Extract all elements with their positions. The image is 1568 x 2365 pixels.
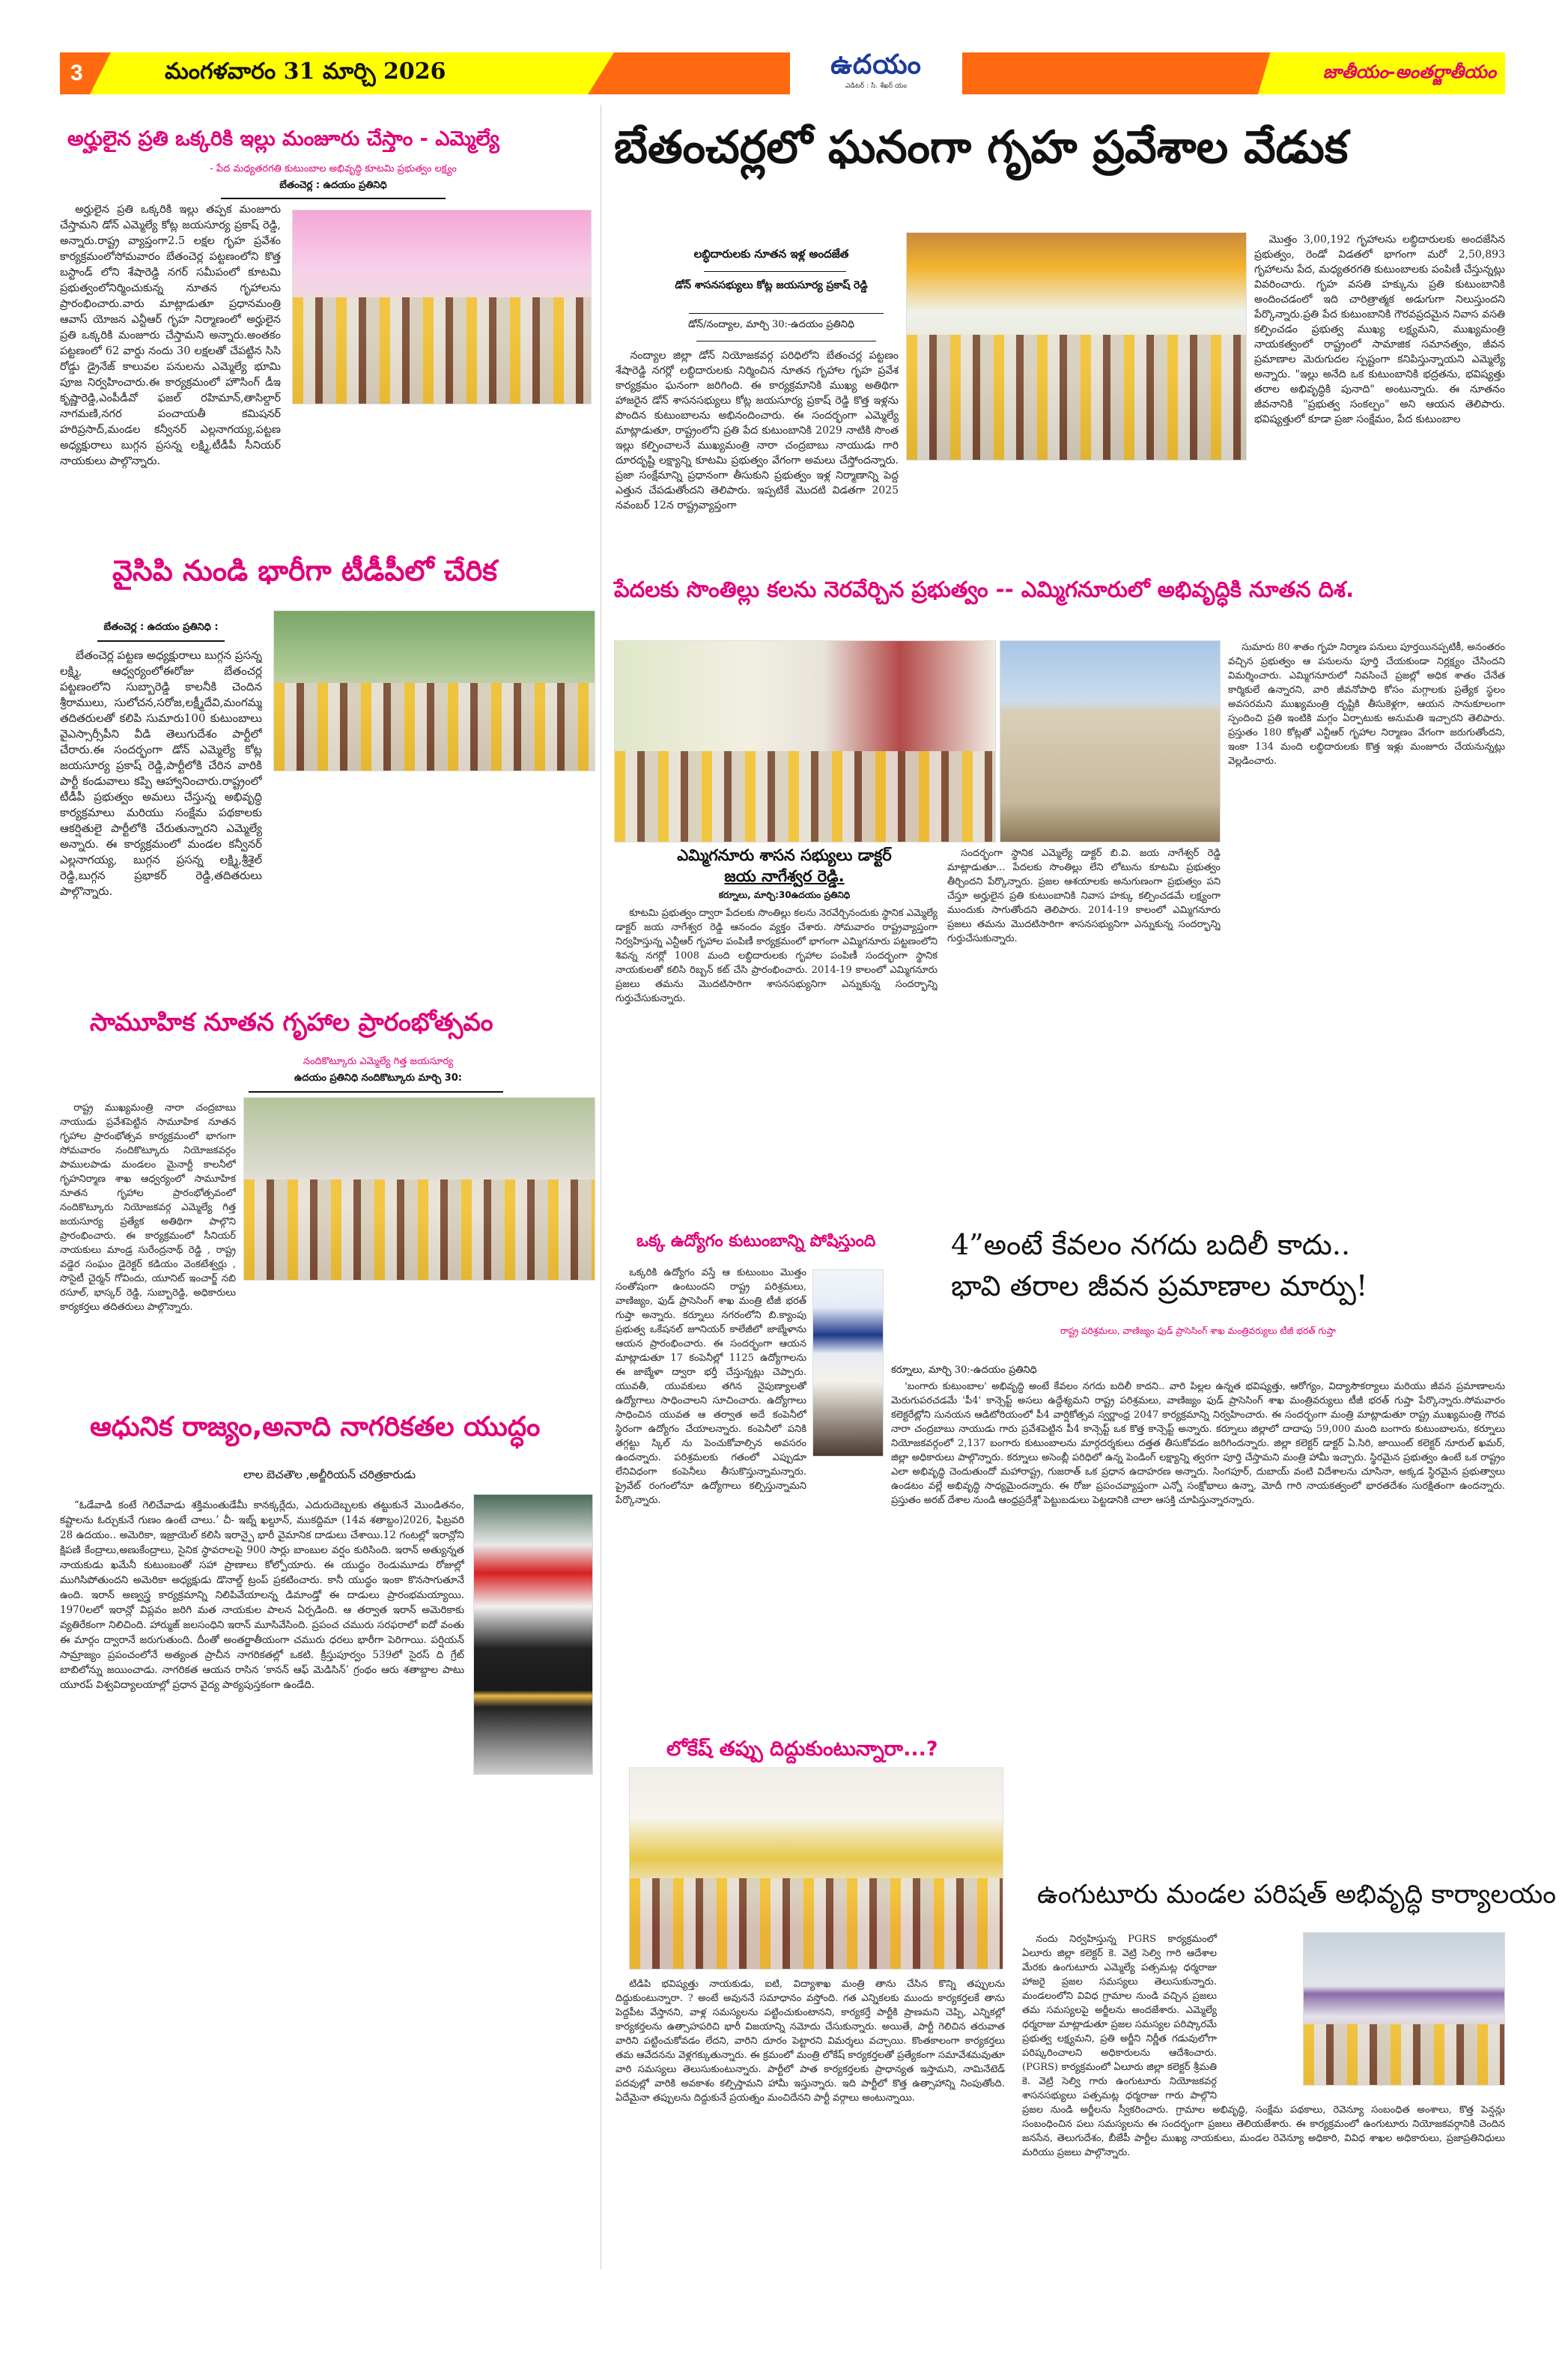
article-body: మొత్తం 3,00,192 గృహాలను లబ్ధిదారులకు అందజేసిన ప్రభుత్వం, రెండో విడతలో భాగంగా మరో 2,50,893 గృహాలను పేద, మధ్యతరగతి కుటుంబాలకు పంపిణీ చేస్తున్నట్లు వివరించారు. గృహ వసతి హక్కును ప్రతి కుటుంబానికి అందించడంలో ఇది చారిత్రాత్మక అడుగుగా నిలుస్తుందని పేర్కొన్నారు.ప్రతి పేద కుటుంబానికి గౌరవప్రదమైన నివాస వసతి కల్పించడం ప్రభుత్వ ముఖ్య లక్ష్యమని, ముఖ్యమంత్రి నాయకత్వంలో రాష్ట్రంలో సామాజిక సమానత్వం, జీవన ప్రమాణాల మెరుగుదల స్పష్టంగా కనిపిస్తున్నాయని ఎమ్మెల్యే అన్నారు. "ఇల్లు అనేది ఒక కుటుంబానికి భద్రతను, భవిష్యత్తు తరాల అభివృద్ధికి పునాది" అంటున్నారు. ఈ నూతనం జీవనానికి "ప్రభుత్వ సంకల్పం" అని ఆయన తెలిపారు. భవిష్యత్తులో కూడా ప్రజా సంక్షేమం, పేద కుటుంబాల (1254, 234, 1505, 425)
illustration-war-iran (473, 1494, 593, 1775)
headline-unguturu: ఉంగుటూరు మండల పరిషత్ అభివృద్ధి కార్యాలయం (1037, 1880, 1557, 1910)
newspaper-logo (790, 48, 962, 97)
byline-rule (249, 1091, 503, 1093)
dateline-lead-story: డోన్/నంద్యాల, మార్చి 30:-ఉదయం ప్రతినిధి (688, 319, 854, 330)
article-body: టిడిపి భవిష్యత్తు నాయకుడు, ఐటి, విద్యాశాఖ మంత్రి తాను చేసిన కొన్ని తప్పులను దిద్దుకుంటున్నారా. ? అంటే అవుననే సమాధానం వస్తోంది. గత ఎన్నికలకు ముందు కార్యకర్తలకే తాను పెద్దపీట వేస్తానని, వాళ్ల సమస్యలను పట్టించుకుంటానని, కార్యకర్తే పార్టీకి ప్రాణమని చెప్పి, ఎన్నికల్లో కార్యకర్తలను ఉత్సాహపరిచి భారీ విజయాన్ని నమోదు చేసుకున్నారు. అయితే, పార్టీ గెలిచిన తరువాత వారిని పట్టించుకోవడం లేదని, వారిని దూరం పెట్టారని విమర్శలు వచ్చాయి. కొంతకాలంగా కార్యకర్తలు తమ ఆవేదనను వెళ్లగక్కుతున్నారు. ఈ క్రమంలో మంత్రి లోకేష్ కార్యకర్తలతో ప్రత్యేకంగా సమావేశమవుతూ వారి సమస్యలు తెలుసుకుంటున్నారు. పార్టీలో పాత కార్యకర్తలకు ప్రాధాన్యత ఇస్తామని, నామినేటెడ్ పదవుల్లో వారికి అవకాశం కల్పిస్తామని హామీ ఇస్తున్నారు. ఇది పార్టీలో కొత్త ఉత్సాహాన్ని నింపుతోంది. ఏదేమైనా తప్పులను దిద్దుకునే ప్రయత్నం మంచిదేనని పార్టీ వర్గాలు అంటున్నాయి. (616, 1979, 1005, 2104)
deck-rule (704, 271, 846, 272)
newspaper-page (60, 49, 1557, 2277)
headline-one-job: ఒక్క ఉద్యోగం కుటుంబాన్ని పోషిస్తుంది (636, 1232, 876, 1251)
headline-four-p-line1: 4”అంటే కేవలం నగదు బదిలీ కాదు.. (951, 1228, 1351, 1261)
article-body: సుమారు 80 శాతం గృహ నిర్మాణ పనులు పూర్తయినప్పటికీ, అనంతరం వచ్చిన ప్రభుత్వం ఆ పనులను పూర్తి చేయకుండా నిర్లక్ష్యం చేసిందని విమర్శించారు. ఎమ్మిగనూరులో నివసించే ప్రజల్లో అధిక శాతం చేనేత కార్మికులే ఉన్నారని, వారి జీవనోపాధి కోసం మగ్గాలకు ప్రత్యేక స్థలం అవసరమని ముఖ్యమంత్రి దృష్టికి తీసుకెళ్లగా, ఆయన సానుకూలంగా స్పందించి ప్రతి ఇంటికి మగ్గం ఏర్పాటుకు అనుమతి ఇచ్చారని తెలిపారు. ప్రస్తుతం 180 కోట్లతో ఎన్టీఆర్ గృహాల నిర్మాణం వేగంగా జరుగుతోందని, ఇంకా 134 మంది లబ్ధిదారులకు కొత్త ఇళ్లు మంజూరు చేయనున్నట్లు వెల్లడించారు. (1228, 642, 1505, 767)
headline-lead-story: బేతంచర్లలో ఘనంగా గృహ ప్రవేశాల వేడుక (614, 121, 1349, 174)
body-emmiganur-1 (616, 906, 938, 1198)
article-body: కూటమి ప్రభుత్వం ద్వారా పేదలకు సొంతిల్లు కలను నెరవేర్చినందుకు స్థానిక ఎమ్మెల్యే డాక్టర్ జయ నాగేశ్వర రెడ్డి ఆనందం వ్యక్తం చేశారు. సోమవారం రాష్ట్రవ్యాప్తంగా నిర్వహిస్తున్న ఎన్టీఆర్ గృహాల పంపిణీ కార్యక్రమంలో భాగంగా ఎమ్మిగనూరు పట్టణంలోని శివన్న నగర్లో 1008 మంది లబ్ధిదారులకు గృహాల పంపిణీ సందర్భంగా స్థానిక నాయకులతో కలిసి రిబ్బన్ కట్ చేసి ప్రారంభించారు. 2014-19 కాలంలో ఎమ్మిగనూరు ప్రజలు తమను మొదటిసారిగా శాసనసభ్యునిగా ఎన్నుకున్న సందర్భాన్ని గుర్తుచేసుకున్నారు. (616, 908, 938, 1004)
masthead (60, 49, 1505, 94)
caption-emmiganur-2: జయ నాగేశ్వర రెడ్డి. (724, 867, 845, 885)
body-one-job (616, 1266, 806, 1745)
article-body: 'బంగారు కుటుంబాల' అభివృద్ధి అంటే కేవలం నగదు బదిలీ కాదని.. వారి పిల్లల ఉన్నత భవిష్యత్తు, ఆరోగ్యం, విద్యాసౌకర్యాలు మరియు జీవన ప్రమాణాలను మెరుగుపరచడమే 'పీ4' కాన్సెప్ట్ అసలు ఉద్దేశ్యమని రాష్ట్ర పరిశ్రమలు, వాణిజ్యం ఫుడ్ ప్రాసెసింగ్ శాఖ మంత్రివర్యులు టీజీ భరత్ గుప్తా పేర్కొన్నారు.సోమవారం కలెక్టరేట్లోని సునయన ఆడిటోరియంలో పీ4 వార్షికోత్సవ స్వర్ణాంధ్ర 2047 కార్యక్రమాన్ని నిర్వహించారు. ఈ సందర్భంగా మంత్రి మాట్లాడుతూ రాష్ట్ర ముఖ్యమంత్రి గౌరవ నారా చంద్రబాబు నాయుడు గారు ప్రవేశపెట్టిన పీ4 కాన్సెప్ట్ ఒక కొత్త కాన్సెప్ట్ అన్నారు. కర్నూలు జిల్లాలో దాదాపు 59,000 మంది బంగారు కుటుంబాలను, కర్నూలు నియోజకవర్గంలో 2,137 బంగారు కుటుంబాలను మార్గదర్శకులు దత్తత తీసుకోవడం జరిగిందన్నారు. జిల్లా కలెక్టర్ డాక్టర్ ఏ.సిరి, జాయింట్ కలెక్టర్ నూరుల్ ఖమర్, జిల్లా అధికారులు పాల్గొన్నారు. కర్నూలు అసెంబ్లీ పరిధిలో ఉన్న పెండింగ్ లక్ష్యాన్ని త్వరగా పూర్తి చేస్తామని మంత్రి హామీ ఇచ్చారు. స్థిరమైన ప్రభుత్వం ఉంటే ఒక రాష్ట్రం ఎలా అభివృద్ధి చెందుతుందో మహారాష్ట్ర, గుజరాత్ ఒక ప్రధాన ఉదాహరణ అన్నారు. సింగపూర్, దుబాయ్ వంటి విదేశాలను చూసినా, అక్కడ స్థిరమైన ప్రభుత్వాలు ఉండటం వల్లే అభివృద్ధి సాధ్యమైందన్నారు. ఈ రోజు ప్రపంచవ్యాప్తంగా ఎన్నో సంక్షోభాలు ఉన్నా, మోదీ గారి నాయకత్వంలో భారతదేశం సురక్షితంగా ఉందన్నారు. ప్రస్తుతం అరబ్ దేశాల నుండి ఆంధ్రప్రదేశ్లో పెట్టుబడులు పెట్టడానికి చాలా ఆసక్తి చూపిస్తున్నారన్నారు. (891, 1381, 1505, 1506)
photo-emmiganur-housing-complex (1000, 640, 1221, 843)
headline-ycp-to-tdp: వైసిపి నుండి భారీగా టీడీపీలో చేరిక (112, 554, 497, 587)
body-community-houses (60, 1101, 236, 1385)
author-modern-state: లాల బెచతౌల ,అల్జీరియన్ చరిత్రకారుడు (243, 1468, 416, 1481)
headline-modern-state: ఆధునిక రాజ్యం,అనాది నాగరికతల యుద్ధం (90, 1412, 541, 1442)
body-emmiganur-3 (1228, 640, 1505, 1202)
subheadline-houses-mla: - పేద మధ్యతరగతి కుటుంబాల అభివృద్ధి కూటమి ప్రభుత్వం లక్ష్యం (210, 163, 457, 174)
article-body: రాష్ట్ర ముఖ్యమంత్రి నారా చంద్రబాబు నాయుడు ప్రవేశపెట్టిన సామూహిక నూతన గృహాల ప్రారంభోత్సవ కార్యక్రమంలో భాగంగా సోమవారం నందికొట్కూరు నియోజకవర్గం పాములపాడు మండలం మైనార్టీ కాలనీలో గృహనిర్మాణ శాఖ ఆధ్వర్యంలో సామూహిక నూతన గృహాల ప్రారంభోత్సవంలో నందికొట్కూరు నియోజకవర్గ ఎమ్మెల్యే గిత్త జయసూర్య ప్రత్యేక అతిథిగా పాల్గొని ప్రారంభించారు. ఈ కార్యక్రమంలో సీనియర్ నాయకులు మాండ్ర సురేంద్రనాథ్ రెడ్డి , రాష్ట్ర వడ్డెర సంఘం డైరెక్టర్ కడియం వెంకటేశ్వర్లు , సొసైటీ చైర్మన్ గోవిందు, యూనిట్ ఇంచార్జ్ నబి రసూల్, భాస్కర్ రెడ్డి, సుబ్బారెడ్డి, అధికారులు కార్యకర్తలు తదితరులు పాల్గొన్నారు. (60, 1102, 236, 1313)
photo-pgrs-program (1303, 1932, 1505, 2086)
byline-houses-mla: బేతంచెర్ల : ఉదయం ప్రతినిధి (279, 180, 387, 191)
article-body: నంద్యాల జిల్లా డోన్ నియోజకవర్గ పరిధిలోని బేతంచర్ల పట్టణం శేషారెడ్డి నగర్లో లబ్ధిదారులకు నిర్మించిన నూతన గృహాల గృహ ప్రవేశ కార్యక్రమం ఘనంగా జరిగింది. ఈ కార్యక్రమానికి ముఖ్య అతిథిగా హాజరైన డోన్ శాసనసభ్యులు కోట్ల జయసూర్య ప్రకాష్ రెడ్డి కొత్త ఇళ్లను పొందిన కుటుంబాలను అభినందించారు. ఈ సందర్భంగా ఎమ్మెల్యే మాట్లాడుతూ, రాష్ట్రంలోని ప్రతి పేద కుటుంబానికి 2029 నాటికి సొంత ఇల్లు కల్పించాలనే ముఖ్యమంత్రి నారా చంద్రబాబు నాయుడు గారి దూరదృష్టి లక్ష్యాన్ని కూటమి ప్రభుత్వం వేగంగా అమలు చేస్తోందన్నారు. ప్రజా సంక్షేమాన్ని ప్రధానంగా తీసుకుని ప్రభుత్వం ఇళ్ల నిర్మాణాన్ని పెద్ద ఎత్తున చేపడుతోందని తెలిపారు. ఇప్పటికే మొదటి విడతగా 2025 నవంబర్ 12న రాష్ట్రవ్యాప్తంగా (616, 350, 899, 511)
body-modern-state (60, 1498, 464, 2284)
article-body: ఒక్కరికి ఉద్యోగం వస్తే ఆ కుటుంబం మొత్తం సంతోషంగా ఉంటుందని రాష్ట్ర పరిశ్రమలు, వాణిజ్యం, ఫుడ్ ప్రాసెసింగ్ శాఖ మంత్రి టీజీ భరత్ గుప్తా అన్నారు. కర్నూలు నగరంలోని బి.క్యాంపు ప్రభుత్వ ఒకేషనల్ జూనియర్ కాలేజీలో జాబ్మేళాను ఆయన ప్రారంభించారు. ఈ సందర్భంగా ఆయన మాట్లాడుతూ 17 కంపెనీల్లో 1125 ఉద్యోగాలను ఈ జాబ్మేళా ద్వారా భర్తీ చేస్తున్నట్లు చెప్పారు. యువతీ, యువకులు తగిన నైపుణ్యాలతో ఉద్యోగాలు సాధించాలని సూచించారు. ఉద్యోగాలు సాధించిన యువత ఆ తర్వాత అదే కంపెనీలో స్థిరంగా ఉద్యోగం చేయాలన్నారు. కంపెనీలో పనికి తగ్గట్టు స్కిల్ ను పెంచుకోవాల్సిన అవసరం ఉందన్నారు. పరిశ్రమలకు గతంలో ఎప్పుడూ లేనివిధంగా కంపెనీలు తీసుకొస్తున్నామన్నారు. ప్రైవేట్ రంగంలోనూ ఉద్యోగాలు కల్పిస్తున్నామని పేర్కొన్నారు. (616, 1267, 806, 1506)
body-lead-story-2 (1254, 232, 1505, 562)
byline-rule (221, 198, 446, 199)
deck-lead-story-1: లబ్ధిదారులకు నూతన ఇళ్ల అందజేత (693, 247, 849, 261)
dateline-emmiganur: కర్నూలు, మార్చి:30ఉదయం ప్రతినిధి (718, 890, 851, 900)
section-name: జాతీయం-అంతర్జాతీయం (1322, 61, 1496, 82)
headline-houses-mla: అర్హులైన ప్రతి ఒక్కరికి ఇల్లు మంజూరు చేస్తాం - ఎమ్మెల్యే (67, 127, 499, 151)
byline-ycp-to-tdp: బేతంచెర్ల : ఉదయం ప్రతినిధి : (103, 622, 219, 633)
body-emmiganur-2 (947, 846, 1221, 1198)
logo-tagline: ఎడిటర్ : సి. శేఖర్ యం (845, 82, 908, 90)
article-body: సందర్భంగా స్థానిక ఎమ్మెల్యే డాక్టర్ బి.వి. జయ నాగేశ్వర్ రెడ్డి మాట్లాడుతూ... పేదలకు సొంతిల్లు లేని లోటును కూటమి ప్రభుత్వం తీర్చిందని పేర్కొన్నారు. ప్రజల ఆశయాలకు అనుగుణంగా ప్రభుత్వం పని చేస్తూ అర్హులైన ప్రతి కుటుంబానికి నివాస హక్కు కల్పించడమే లక్ష్యంగా ముందుకు సాగుతోందని తెలిపారు. 2014-19 కాలంలో ఎమ్మిగనూరు ప్రజలు తమను మొదటిసారిగా శాసనసభ్యునిగా ఎన్నుకున్న సందర్భాన్ని గుర్తుచేసుకున్నారు. (947, 848, 1221, 944)
byline-rule (97, 640, 225, 642)
article-body: “ఓడేవాడి కంటే గెలిచేవాడు శక్తిమంతుడేమీ కానక్కర్లేదు, ఎదురుదెబ్బలకు తట్టుకునే మొండితనం, కష్టాలను ఓర్చుకునే గుణం ఉంటే చాలు.’ చీ- ఇబ్న్ ఖల్దూన్, ముకద్దిమా (14వ శతాబ్దం)2026, ఫిబ్రవరి 28 ఉదయం.. అమెరికా, ఇజ్రాయెల్ కలిసి ఇరాన్పై భారీ వైమానిక దాడులు చేశాయి.12 గంటల్లో ఇరాన్లోని క్షిపణి కేంద్రాలు,అణుకేంద్రాలు, సైనిక స్థావరాలపై 900 సార్లు బాంబుల వర్షం కురిసింది. ఇరాన్ అత్యున్నత నాయకుడు ఖమేనీ కుటుంబంతో సహా ప్రాణాలు కోల్పోయారు. ఈ యుద్ధం రెండుమూడు రోజుల్లో ముగిసిపోతుందని అమెరికా అధ్యక్షుడు డొనాల్డ్ ట్రంప్ ప్రకటించారు. కానీ యుద్ధం ఇంకా కొనసాగుతూనే ఉంది. ఇరాన్ అణ్వస్త్ర కార్యక్రమాన్ని నిలిపివేయాలన్న డిమాండ్తో ఈ దాడులు ప్రారంభమయ్యాయి. 1970లలో ఇరాన్లో విప్లవం జరిగి మత నాయకుల పాలన ఏర్పడింది. ఆ తర్వాత ఇరాన్ అమెరికాకు వ్యతిరేకంగా నిలిచింది. హార్ముజ్ జలసంధిని ఇరాన్ మూసివేసింది. ప్రపంచ చమురు సరఫరాలో ఐదో వంతు ఈ మార్గం ద్వారానే జరుగుతుంది. దీంతో అంతర్జాతీయంగా చమురు ధరలు భారీగా పెరిగాయి. పర్షియన్ సామ్రాజ్యం ప్రపంచంలోనే అత్యంత ప్రాచీన నాగరికతల్లో ఒకటి. క్రీస్తుపూర్వం 539లో సైరస్ ది గ్రేట్ బాబిలోన్ను జయించాడు. నాగరికత ఆయన రాసిన ‘కానన్ ఆఫ్ మెడిసిన్’ గ్రంథం ఆరు శతాబ్దాల పాటు యూరప్ విశ్వవిద్యాలయాల్లో ప్రధాన వైద్య పాఠ్యపుస్తకంగా ఉండేది. (60, 1499, 464, 1691)
deck-rule (689, 313, 884, 314)
photo-mla-house-inauguration (292, 210, 592, 404)
headline-community-houses: సామూహిక నూతన గృహాల ప్రారంభోత్సవం (90, 1007, 493, 1036)
deck-lead-story-2: డోన్ శాసనసభ్యులు కోట్ల జయసూర్య ప్రకాష్ రెడ్డి (675, 279, 868, 291)
page-number: 3 (70, 61, 83, 85)
byline-community-houses: ఉదయం ప్రతినిధి నందికొట్కూరు మార్చి 30: (294, 1072, 462, 1084)
article-body: బేతంచెర్ల పట్టణ అధ్యక్షురాలు బుగ్గన ప్రసన్న లక్ష్మి, ఆధ్వర్యంలోఈరోజు బేతంచర్ల పట్టణంలోని సుబ్బారెడ్డి కాలనీకి చెందిన శ్రీరాములు, సులోచన,సరోజ,లక్ష్మీదేవి,మంగమ్మ తదితరులతో కలిపి సుమారు100 కుటుంబాలు వైఎస్సార్సీపీని వీడి తెలుగుదేశం పార్టీలో చేరారు.ఈ సందర్భంగా డోన్ ఎమ్మెల్యే కోట్ల జయసూర్య ప్రకాష్ రెడ్డి,పార్టీలోకి చేరిన వారికి పార్టీ కండువాలు కప్పి ఆహ్వానించారు.రాష్ట్రంలో టీడీపీ ప్రభుత్వం అమలు చేస్తున్న అభివృద్ధి కార్యక్రమాలు మరియు సంక్షేమ పథకాలకు ఆకర్షితులై పార్టీలోకి చేరుతున్నారని ఎమ్మెల్యే అన్నారు. ఈ కార్యక్రమంలో మండల కన్వీనర్ ఎల్లనాగయ్య, బుగ్గన ప్రసన్న లక్ష్మి,శ్రీశైల్ రెడ్డి,బుగ్గన ప్రభాకర్ రెడ్డి,తదితరులు పాల్గొన్నారు. (60, 649, 262, 898)
body-ycp-to-tdp (60, 648, 262, 992)
subheadline-community-houses: నందికొట్కూరు ఎమ్మెల్యే గిత్త జయసూర్య (303, 1056, 454, 1067)
article-body: నందు నిర్వహిస్తున్న PGRS కార్యక్రమంలో ఏలూరు జిల్లా కలెక్టర్ కె. వెట్రి సెల్వి గారి ఆదేశాల మేరకు ఉంగుటూరు ఎమ్మెల్యే పత్సమట్ల ధర్మరాజు హాజరై ప్రజల సమస్యలు తెలుసుకున్నారు. మండలంలోని వివిధ గ్రామాల నుండి వచ్చిన ప్రజలు తమ సమస్యలపై అర్జీలను అందజేశారు. ఎమ్మెల్యే ధర్మరాజు మాట్లాడుతూ ప్రజల సమస్యల పరిష్కారమే ప్రభుత్వ లక్ష్యమని, ప్రతి అర్జీని నిర్ణీత గడువులోగా పరిష్కరించాలని అధికారులను ఆదేశించారు. (PGRS) కార్యక్రమంలో ఏలూరు జిల్లా కలెక్టర్ శ్రీమతి కె. వెట్రి సెల్వి గారు ఉంగుటూరు నియోజకవర్గ శాసనసభ్యులు పత్సమట్ల ధర్మరాజు గారు పాల్గొని ప్రజల నుండి అర్జీలను స్వీకరించారు. గ్రామాల అభివృద్ధి, సంక్షేమ పథకాలు, రెవెన్యూ సంబంధిత అంశాలు, కొత్త పెన్షన్లు సంబంధించిన పలు సమస్యలను ఈ సందర్భంగా ప్రజలు తెలియజేశారు. ఈ కార్యక్రమంలో ఉంగుటూరు నియోజకవర్గానికి చెందిన జనసేన, తెలుగుదేశం, బీజేపీ పార్టీల ముఖ్య నాయకులు, మండల రెవెన్యూ అధికారి, వివిధ శాఖల అధికారులు, ప్రజాప్రతినిధులు మరియు ప్రజలు పాల్గొన్నారు. (1022, 1934, 1505, 2158)
body-houses-mla (60, 202, 281, 539)
photo-party-joining (273, 610, 595, 771)
photo-lead-ribbon-cutting (906, 232, 1247, 461)
headline-lokesh: లోకేష్ తప్పు దిద్దుకుంటున్నారా...? (666, 1737, 938, 1761)
issue-date: మంగళవారం 31 మార్చి 2026 (165, 58, 446, 85)
logo-wordmark: ఉదయం (830, 49, 922, 80)
headline-four-p-line2: భావి తరాల జీవన ప్రమాణాల మార్పు! (951, 1269, 1368, 1302)
caption-emmiganur-1: ఎమ్మిగనూరు శాసన సభ్యులు డాక్టర్ (677, 846, 892, 864)
photo-lokesh-meeting (629, 1767, 1003, 1970)
photo-minister-job-mela (812, 1269, 884, 1457)
dateline-four-p: కర్నూలు, మార్చి 30:-ఉదయం ప్రతినిధి (891, 1364, 1037, 1376)
photo-house-inauguration-nandikotkur (243, 1097, 595, 1281)
article-body: అర్హులైన ప్రతి ఒక్కరికి ఇల్లు తప్పక మంజూరు చేస్తామని డోన్ ఎమ్మెల్యే కోట్ల జయసూర్య ప్రకాష్ రెడ్డి, అన్నారు.రాష్ట్ర వ్యాప్తంగా2.5 లక్షల గృహ ప్రవేశం కార్యక్రమంలోసోమవారం బేతంచెర్ల పట్టణంలోని కొత్త బస్టాండ్ లోని శేషారెడ్డి నగర్ సమీపంలో కూటమి ప్రభుత్వంలోనిర్మించుకున్న నూతన గృహాలను ప్రారంభించారు.వారు మాట్లాడుతూ ప్రధానమంత్రి ఆవాస్ యోజన ఎన్టీఆర్ గృహ నిర్మాణంలో అర్హులైన ప్రతి ఒక్కరికి మంజూరు చేస్తామని అన్నారు.అంతకం పట్టణంలో 62 వార్డు నందు 30 లక్షలతో చేపట్టిన సిసి రోడ్డు డ్రైనేజ్ కాలువల పనులను ఎమ్మెల్యే భూమి పూజ నిర్వహించారు.ఈ కార్యక్రమంలో హౌసింగ్ డీఇ కృష్ణారెడ్డి,ఎంపీడీవో ఫజల్ రహిమాన్,తాసిల్దార్ నాగమణి,నగర పంచాయతీ కమిషనర్ హరిప్రసాద్,మండల కన్వీనర్ ఎల్లనాగయ్య,పట్టణ అధ్యక్షురాలు బుగ్గన ప్రసన్న లక్ష్మి,టీడీపీ సీనియర్ నాయకులు పాల్గొన్నారు. (60, 204, 281, 467)
headline-emmiganur: పేదలకు సొంతిల్లు కలను నెరవేర్చిన ప్రభుత్వం -- ఎమ్మిగనూరులో అభివృద్ధికి నూతన దిశ. (614, 577, 1355, 602)
photo-emmiganur-ribbon (614, 640, 996, 843)
subheadline-four-p: రాష్ట్ర పరిశ్రమలు, వాణిజ్యం ఫుడ్ ప్రాసెసింగ్ శాఖ మంత్రివర్యులు టీజీ భరత్ గుప్తా (1060, 1326, 1336, 1336)
